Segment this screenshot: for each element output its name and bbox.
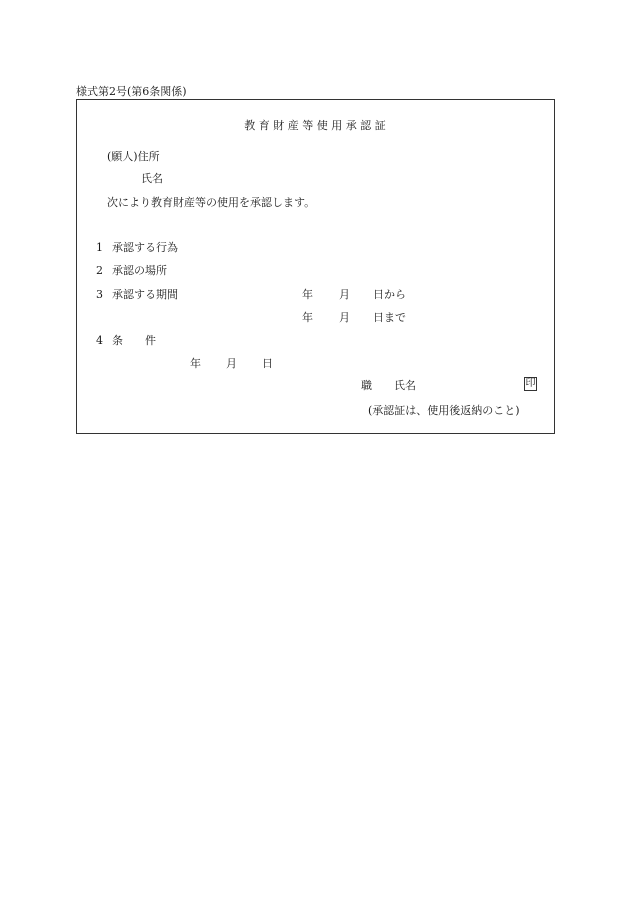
item-label-4: 条 件 bbox=[112, 334, 156, 347]
signatory-name-label: 氏名 bbox=[394, 379, 416, 392]
approval-statement: 次により教育財産等の使用を承認します。 bbox=[107, 196, 316, 209]
certificate-title: 教 育 財 産 等 使 用 承 認 証 bbox=[244, 119, 386, 132]
period-from-day: 日から bbox=[373, 288, 406, 301]
item-label-2: 承認の場所 bbox=[112, 264, 167, 277]
item-label-1: 承認する行為 bbox=[112, 241, 178, 254]
return-note: (承認証は、使用後返納のこと) bbox=[368, 404, 520, 417]
issue-date-year: 年 bbox=[190, 357, 201, 370]
applicant-address-label: (願人)住所 bbox=[107, 150, 160, 163]
item-number-3: 3 bbox=[96, 288, 103, 301]
item-number-1: 1 bbox=[96, 241, 103, 254]
seal-icon: 印 bbox=[525, 378, 536, 389]
form-number: 様式第2号(第6条関係) bbox=[76, 85, 187, 98]
item-number-4: 4 bbox=[96, 334, 103, 347]
item-number-2: 2 bbox=[96, 264, 103, 277]
item-label-3: 承認する期間 bbox=[112, 288, 178, 301]
issue-date-month: 月 bbox=[226, 357, 237, 370]
period-from-month: 月 bbox=[339, 288, 350, 301]
signatory-title-label: 職 bbox=[361, 379, 372, 392]
issue-date-day: 日 bbox=[262, 357, 273, 370]
period-to-month: 月 bbox=[339, 311, 350, 324]
applicant-name-label: 氏名 bbox=[141, 172, 163, 185]
period-to-day: 日まで bbox=[373, 311, 406, 324]
period-to-year: 年 bbox=[302, 311, 313, 324]
period-from-year: 年 bbox=[302, 288, 313, 301]
